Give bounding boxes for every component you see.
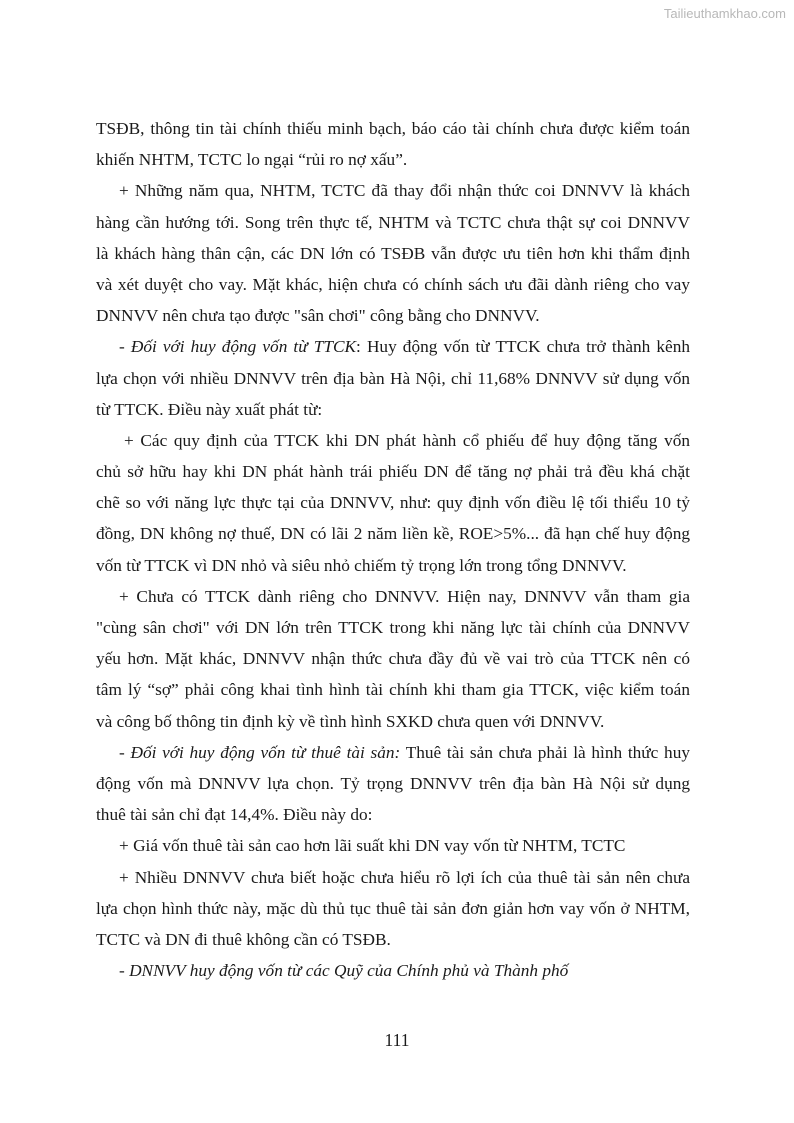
text-line: "cùng sân chơi" với DN lớn trên TTCK trong khi năng lực tài chính của DNNVV <box>96 618 690 637</box>
text-line: lựa chọn hình thức này, mặc dù thủ tục thuê tài sản đơn giản hơn vay vốn ở NHTM, <box>96 898 690 918</box>
text-line: TSĐB, thông tin tài chính thiếu minh bạch, báo cáo tài chính chưa được kiểm toán <box>96 119 690 138</box>
text-line: + Những năm qua, NHTM, TCTC đã thay đổi nhận thức coi DNNVV là khách <box>119 181 690 201</box>
text-line <box>96 331 690 362</box>
italic-heading: - Đối với huy động vốn từ TTCK <box>119 337 357 357</box>
text-line: là khách hàng thân cận, các DN lớn có TSĐB vẫn được ưu tiên hơn khi thẩm định <box>96 243 690 263</box>
text-line: và công bố thông tin định kỳ về tình hình SXKD chưa quen với DNNVV. <box>96 711 605 731</box>
italic-heading: - Đối với huy động vốn từ thuê tài sản: <box>119 742 401 762</box>
text-run: : Huy động vốn từ TTCK chưa trở thành kênh <box>356 337 690 357</box>
text-line: lựa chọn với nhiều DNNVV trên địa bàn Hà Nội, chỉ 11,68% DNNVV sử dụng vốn <box>96 368 690 388</box>
text-line: tâm lý “sợ” phải công khai tình hình tài chính khi tham gia TTCK, việc kiểm toán <box>96 680 690 700</box>
paragraph-collateral-concerns <box>96 113 690 175</box>
paragraph-bank-perception <box>96 175 690 331</box>
paragraph-leasing-cost <box>96 830 690 861</box>
text-line: DNNVV nên chưa tạo được "sân chơi" công bằng cho DNNVV. <box>96 306 540 326</box>
text-line: từ TTCK. Điều này xuất phát từ: <box>96 399 323 419</box>
paragraph-government-funds <box>96 955 690 986</box>
page-number: 111 <box>384 1030 410 1050</box>
paragraph-stock-market <box>96 331 690 425</box>
text-line: đồng, DN không nợ thuế, DN có lãi 2 năm liền kề, ROE>5%... đã hạn chế huy động <box>96 524 690 544</box>
text-line: và xét duyệt cho vay. Mặt khác, hiện chưa có chính sách ưu đãi dành riêng cho vay <box>96 274 690 294</box>
text-line: + Giá vốn thuê tài sản cao hơn lãi suất khi DN vay vốn từ NHTM, TCTC <box>119 836 626 856</box>
text-line: chủ sở hữu hay khi DN phát hành trái phiếu DN để tăng nợ phải trả đều khá chặt <box>96 462 690 482</box>
text-line: TCTC và DN đi thuê không cần có TSĐB. <box>96 929 391 949</box>
paragraph-leasing <box>96 737 690 831</box>
text-line: động vốn mà DNNVV lựa chọn. Tỷ trọng DNNVV trên địa bàn Hà Nội sử dụng <box>96 773 690 793</box>
paragraph-leasing-awareness <box>96 862 690 956</box>
text-line: hàng cần hướng tới. Song trên thực tế, NHTM và TCTC chưa thật sự coi DNNVV <box>96 212 690 232</box>
paragraph-stock-regulations <box>96 425 690 581</box>
text-line: yếu hơn. Mặt khác, DNNVV nhận thức chưa đầy đủ về vai trò của TTCK nên có <box>96 649 690 669</box>
text-line: + Nhiều DNNVV chưa biết hoặc chưa hiểu rõ lợi ích của thuê tài sản nên chưa <box>119 867 690 887</box>
text-line: vốn từ TTCK vì DN nhỏ và siêu nhỏ chiếm tỷ trọng lớn trong tổng DNNVV. <box>96 555 627 575</box>
page-body <box>96 113 690 986</box>
text-run: Thuê tài sản chưa phải là hình thức huy <box>400 742 690 762</box>
text-line: + Chưa có TTCK dành riêng cho DNNVV. Hiện nay, DNNVV vẫn tham gia <box>119 586 690 606</box>
text-line: + Các quy định của TTCK khi DN phát hành cổ phiếu để huy động tăng vốn <box>124 430 690 450</box>
italic-heading: - DNNVV huy động vốn từ các Quỹ của Chính phủ và Thành phố <box>119 961 569 981</box>
text-line <box>96 737 690 768</box>
text-line: khiến NHTM, TCTC lo ngại “rủi ro nợ xấu”. <box>96 150 408 170</box>
text-line: thuê tài sản chỉ đạt 14,4%. Điều này do: <box>96 805 373 825</box>
paragraph-no-dedicated-market <box>96 581 690 737</box>
watermark: Tailieuthamkhao.com <box>663 6 786 21</box>
text-line: chẽ so với năng lực thực tại của DNNVV, như: quy định vốn điều lệ tối thiểu 10 tỷ <box>96 493 690 513</box>
